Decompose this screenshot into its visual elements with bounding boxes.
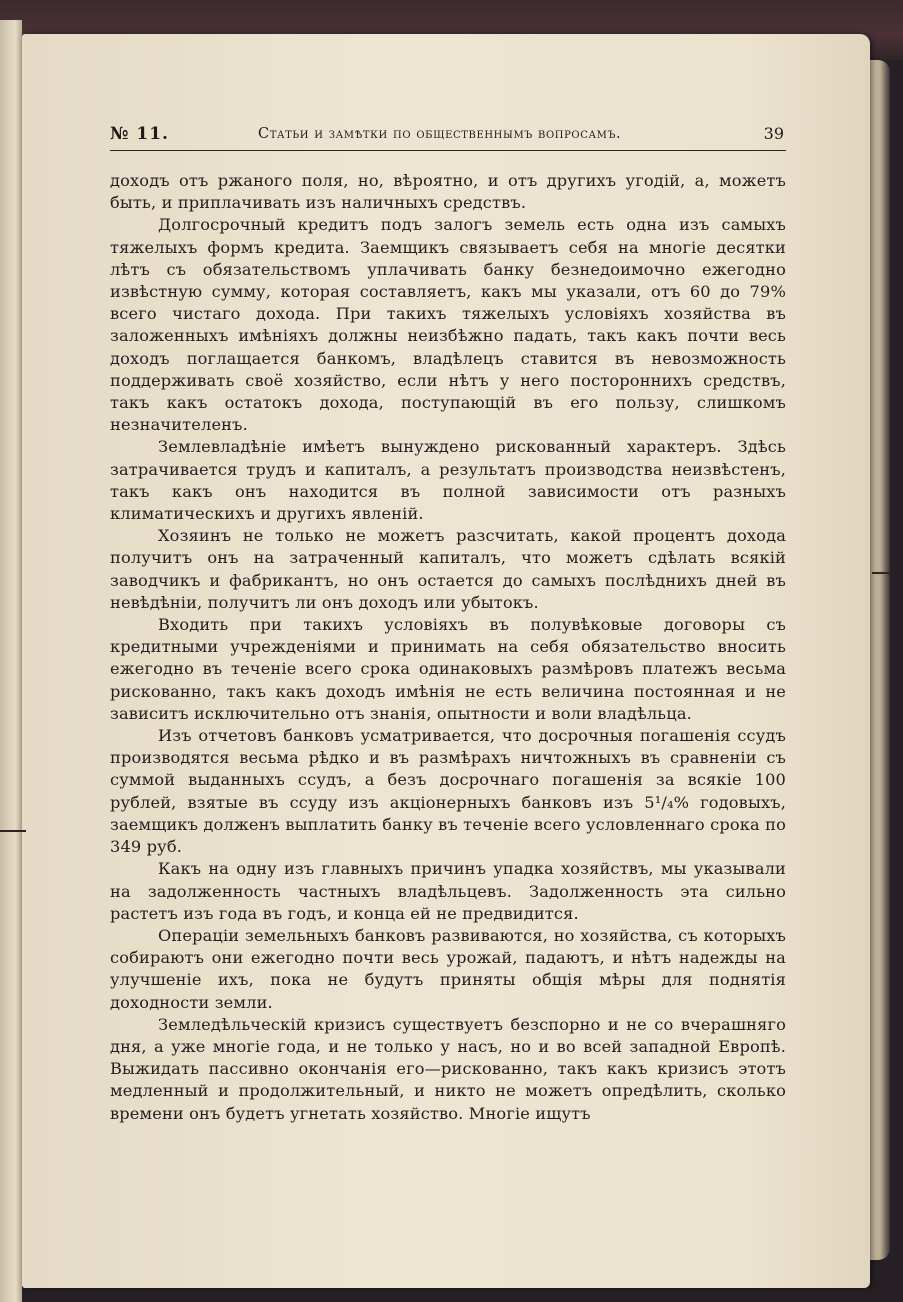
page-header [110,120,786,151]
article-body [110,170,786,1125]
paragraph: Хозяинъ не только не можетъ разсчитать, какой процентъ дохода получитъ онъ на затраченный капиталъ, что можетъ сдѣлать всякій заводчикъ и фабрикантъ, но онъ остается до самыхъ послѣднихъ дней въ невѣдѣніи, получитъ ли онъ доходъ или убытокъ. [110,526,786,612]
paragraph: Земледѣльческій кризисъ существуетъ безспорно и не со вчерашняго дня, а уже многіе года, и не только у насъ, но и во всей западной Европѣ. Выжидать пассивно окончанія его—рискованно, такъ какъ кризисъ этотъ медленный и продолжительный, и никто не можетъ опредѣлить, сколько времени онъ будетъ угнетать хозяйство. Многіе ищутъ [110,1014,786,1123]
left-page-edge [0,20,22,1302]
paragraph: Операціи земельныхъ банковъ развиваются, но хозяйства, съ которыхъ собираютъ они ежегодно почти весь урожай, падаютъ, и нѣтъ надежды на улучшеніе ихъ, пока не будутъ приняты общія мѣры для поднятія доходности земли. [110,925,786,1012]
issue-number: № 11. [110,124,169,144]
paragraph: Входить при такихъ условіяхъ въ полувѣковые договоры съ кредитными учрежденіями и принимать на себя обязательство вносить ежегодно въ теченіе всего срока одинаковыхъ размѣровъ платежъ весьма рискованно, такъ какъ доходъ имѣнія не есть величина постоянная и не зависитъ исключительно отъ знанія, опытности и воли владѣльца. [110,615,786,723]
paragraph: Изъ отчетовъ банковъ усматривается, что досрочныя погашенія ссудъ производятся весьма рѣдко и въ размѣрахъ ничтожныхъ въ сравненіи съ суммой выданныхъ ссудъ, а безъ досрочнаго погашенія за всякіе 100 рублей, взятые въ ссуду изъ акціонерныхъ банковъ изъ 5¹/₄% годовыхъ, заемщикъ долженъ выплатить банку въ теченіе всего условленнаго срока по 349 руб. [110,726,786,857]
margin-tick-mark [0,830,26,832]
paragraph: Долгосрочный кредитъ подъ залогъ земель есть одна изъ самыхъ тяжелыхъ формъ кредита. Заемщикъ связываетъ себя на многіе десятки лѣтъ съ обязательствомъ уплачивать банку безнедоимочно ежегодно извѣстную сумму, которая составляетъ, какъ мы указали, отъ 60 до 79% всего чистаго дохода. При такихъ тяжелыхъ условіяхъ хозяйства въ заложенныхъ имѣніяхъ должны неизбѣжно падать, такъ какъ почти весь доходъ поглащается банкомъ, владѣлецъ ставится въ невозможность поддерживать своё хозяйство, если нѣтъ у него постороннихъ средствъ, такъ какъ остатокъ дохода, поступающій въ его пользу, слишкомъ незначителенъ. [110,215,786,435]
page-number: 39 [763,124,784,143]
paragraph: доходъ отъ ржаного поля, но, вѣроятно, и отъ другихъ угодій, а, можетъ быть, и приплачивать изъ наличныхъ средствъ. [110,171,786,213]
paragraph: Землевладѣніе имѣетъ вынуждено рискованный характеръ. Здѣсь затрачивается трудъ и капиталъ, а результатъ производства неизвѣстенъ, такъ какъ онъ находится въ полной зависимости отъ разныхъ климатическихъ и другихъ явленій. [110,437,786,524]
section-title: Статьи и замѣтки по общественнымъ вопросамъ. [258,126,622,142]
paragraph: Какъ на одну изъ главныхъ причинъ упадка хозяйствъ, мы указывали на задолженность частныхъ владѣльцевъ. Задолженность эта сильно растетъ изъ года въ годъ, и конца ей не предвидится. [110,859,786,923]
margin-tick-mark [872,572,892,574]
